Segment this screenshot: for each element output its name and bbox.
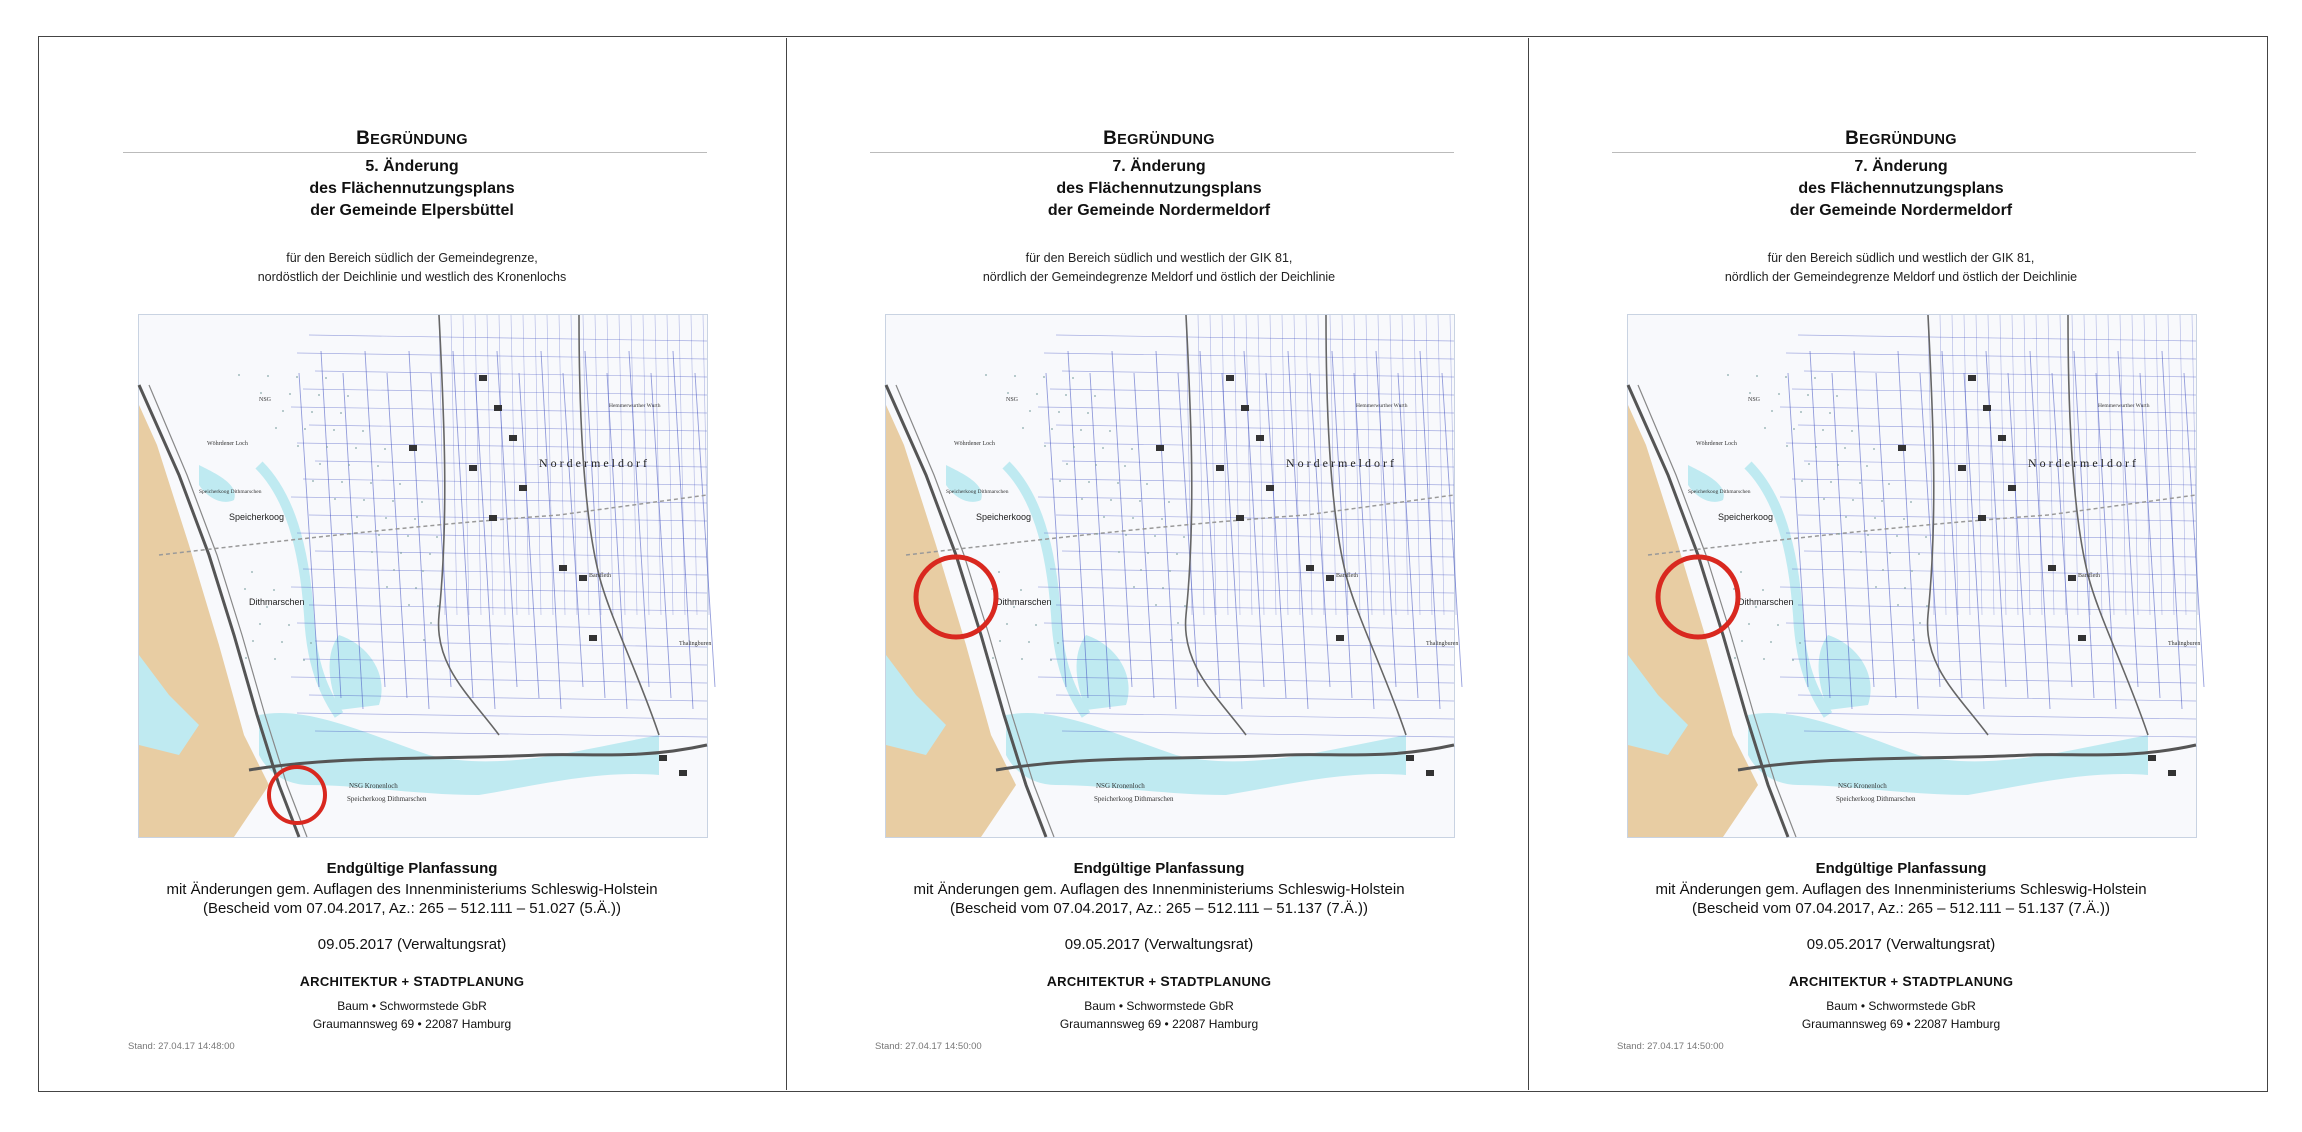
office-initial-a: A xyxy=(1788,973,1800,989)
modification-line-2: (Bescheid vom 07.04.2017, Az.: 265 – 512.111 – 51.137 (7.Ä.)) xyxy=(1691,900,2111,917)
office-word-a: RCHITEKTUR xyxy=(310,974,398,989)
municipality-name: der Gemeinde Nordermeldorf xyxy=(1047,202,1271,219)
location-map xyxy=(885,314,1459,838)
final-version-label: Endgültige Planfassung xyxy=(1073,860,1245,877)
decision-date: 09.05.2017 (Verwaltungsrat) xyxy=(1806,936,1996,953)
company-address: Graumannsweg 69 • 22087 Hamburg xyxy=(312,1017,512,1031)
office-initial-s: S xyxy=(413,973,423,989)
office-initial-s: S xyxy=(1902,973,1912,989)
heading-initial: B xyxy=(1103,128,1118,149)
map-label-speicherkoog-small: Speicherkoog Dithmarschen xyxy=(1688,489,1751,495)
decision-date: 09.05.2017 (Verwaltungsrat) xyxy=(317,936,507,953)
office-word-s: TADTPLANUNG xyxy=(1912,974,2014,989)
area-description xyxy=(1529,249,2273,287)
map-label-nsg: NSG Kronenloch xyxy=(1838,782,1887,790)
heading-rest: EGRÜNDUNG xyxy=(1859,132,1957,148)
modification-line-2: (Bescheid vom 07.04.2017, Az.: 265 – 512.111 – 51.137 (7.Ä.)) xyxy=(949,900,1369,917)
modification-note xyxy=(787,880,1531,918)
modification-line-1: mit Änderungen gem. Auflagen des Innenministeriums Schleswig-Holstein xyxy=(1655,881,2147,898)
topographic-map xyxy=(1628,315,2201,837)
map-label-dithmarschen: Dithmarschen xyxy=(1738,597,1794,607)
map-label-thalingburen: Thalingburen xyxy=(679,641,712,647)
map-label-hemmerwurth: Hemmerwurther Wurth xyxy=(1356,403,1408,409)
office-plus: + xyxy=(397,974,414,989)
topographic-map xyxy=(139,315,712,837)
map-label-barsfleth: Barsfleth xyxy=(1336,573,1358,579)
office-plus: + xyxy=(1886,974,1903,989)
location-map xyxy=(138,314,712,838)
map-label-speicherkoog: Speicherkoog xyxy=(976,512,1032,522)
office-name xyxy=(787,973,1531,989)
office-initial-a: A xyxy=(299,973,311,989)
map-label-nsg-short: NSG xyxy=(259,397,272,403)
plan-title: des Flächennutzungsplans xyxy=(1798,180,2004,197)
heading-initial: B xyxy=(1845,128,1860,149)
company-address: Graumannsweg 69 • 22087 Hamburg xyxy=(1801,1017,2001,1031)
document-page-1 xyxy=(40,38,784,1090)
map-label-nsg-2: Speicherkoog Dithmarschen xyxy=(347,795,427,803)
plan-title: des Flächennutzungsplans xyxy=(309,180,515,197)
change-number: 7. Änderung xyxy=(1112,158,1206,175)
area-line-2: nördlich der Gemeindegrenze Meldorf und östlich der Deichlinie xyxy=(982,270,1336,284)
modification-note xyxy=(40,880,784,918)
final-version-label: Endgültige Planfassung xyxy=(326,860,498,877)
map-label-nsg-2: Speicherkoog Dithmarschen xyxy=(1836,795,1916,803)
map-label-wohrdener: Wöhrdener Loch xyxy=(207,441,248,447)
document-page-2 xyxy=(786,38,1531,1090)
area-line-1: für den Bereich südlich und westlich der GIK 81, xyxy=(1025,251,1293,265)
map-label-nordermeldorf: Nordermeldorf xyxy=(539,456,650,470)
map-label-nsg-short: NSG xyxy=(1006,397,1019,403)
modification-line-1: mit Änderungen gem. Auflagen des Innenministeriums Schleswig-Holstein xyxy=(166,881,658,898)
plan-title: des Flächennutzungsplans xyxy=(1056,180,1262,197)
map-label-thalingburen: Thalingburen xyxy=(1426,641,1459,647)
document-page-3 xyxy=(1528,38,2273,1090)
map-label-hemmerwurth: Hemmerwurther Wurth xyxy=(609,403,661,409)
office-initial-s: S xyxy=(1160,973,1170,989)
company-name: Baum • Schwormstede GbR xyxy=(1826,999,1976,1013)
modification-line-1: mit Änderungen gem. Auflagen des Innenministeriums Schleswig-Holstein xyxy=(913,881,1405,898)
company-info xyxy=(1529,997,2273,1033)
office-word-a: RCHITEKTUR xyxy=(1799,974,1887,989)
map-label-speicherkoog: Speicherkoog xyxy=(229,512,285,522)
area-line-1: für den Bereich südlich der Gemeindegrenze, xyxy=(286,251,538,265)
document-heading xyxy=(1529,128,2273,150)
modification-note xyxy=(1529,880,2273,918)
map-label-dithmarschen: Dithmarschen xyxy=(249,597,305,607)
map-label-barsfleth: Barsfleth xyxy=(589,573,611,579)
map-label-dithmarschen: Dithmarschen xyxy=(996,597,1052,607)
map-label-speicherkoog-small: Speicherkoog Dithmarschen xyxy=(199,489,262,495)
map-label-barsfleth: Barsfleth xyxy=(2078,573,2100,579)
office-name xyxy=(40,973,784,989)
timestamp: Stand: 27.04.17 14:48:00 xyxy=(128,1041,235,1052)
map-label-speicherkoog: Speicherkoog xyxy=(1718,512,1774,522)
company-address: Graumannsweg 69 • 22087 Hamburg xyxy=(1059,1017,1259,1031)
map-label-speicherkoog-small: Speicherkoog Dithmarschen xyxy=(946,489,1009,495)
map-label-nsg-2: Speicherkoog Dithmarschen xyxy=(1094,795,1174,803)
office-plus: + xyxy=(1144,974,1161,989)
topographic-map xyxy=(886,315,1459,837)
company-name: Baum • Schwormstede GbR xyxy=(337,999,487,1013)
change-number: 7. Änderung xyxy=(1854,158,1948,175)
map-label-wohrdener: Wöhrdener Loch xyxy=(1696,441,1737,447)
heading-divider xyxy=(870,152,1454,153)
municipality-name: der Gemeinde Elpersbüttel xyxy=(310,202,514,219)
company-info xyxy=(787,997,1531,1033)
company-name: Baum • Schwormstede GbR xyxy=(1084,999,1234,1013)
office-name xyxy=(1529,973,2273,989)
timestamp: Stand: 27.04.17 14:50:00 xyxy=(875,1041,982,1052)
map-label-nordermeldorf: Nordermeldorf xyxy=(1286,456,1397,470)
map-label-nsg: NSG Kronenloch xyxy=(1096,782,1145,790)
municipality-name: der Gemeinde Nordermeldorf xyxy=(1789,202,2013,219)
decision-date: 09.05.2017 (Verwaltungsrat) xyxy=(1064,936,1254,953)
area-line-1: für den Bereich südlich und westlich der GIK 81, xyxy=(1767,251,2035,265)
heading-rest: EGRÜNDUNG xyxy=(1117,132,1215,148)
map-label-nsg: NSG Kronenloch xyxy=(349,782,398,790)
map-label-nsg-short: NSG xyxy=(1748,397,1761,403)
heading-divider xyxy=(1612,152,2196,153)
modification-line-2: (Bescheid vom 07.04.2017, Az.: 265 – 512.111 – 51.027 (5.Ä.)) xyxy=(202,900,622,917)
company-info xyxy=(40,997,784,1033)
area-description xyxy=(40,249,784,287)
area-line-2: nördlich der Gemeindegrenze Meldorf und östlich der Deichlinie xyxy=(1724,270,2078,284)
heading-initial: B xyxy=(356,128,371,149)
office-word-s: TADTPLANUNG xyxy=(1170,974,1272,989)
heading-rest: EGRÜNDUNG xyxy=(370,132,468,148)
area-line-2: nordöstlich der Deichlinie und westlich des Kronenlochs xyxy=(257,270,567,284)
timestamp: Stand: 27.04.17 14:50:00 xyxy=(1617,1041,1724,1052)
location-map xyxy=(1627,314,2201,838)
office-word-a: RCHITEKTUR xyxy=(1057,974,1145,989)
map-label-wohrdener: Wöhrdener Loch xyxy=(954,441,995,447)
map-label-hemmerwurth: Hemmerwurther Wurth xyxy=(2098,403,2150,409)
map-label-nordermeldorf: Nordermeldorf xyxy=(2028,456,2139,470)
office-initial-a: A xyxy=(1046,973,1058,989)
document-heading xyxy=(787,128,1531,150)
heading-divider xyxy=(123,152,707,153)
office-word-s: TADTPLANUNG xyxy=(423,974,525,989)
area-description xyxy=(787,249,1531,287)
final-version-label: Endgültige Planfassung xyxy=(1815,860,1987,877)
map-label-thalingburen: Thalingburen xyxy=(2168,641,2201,647)
change-number: 5. Änderung xyxy=(365,158,459,175)
document-heading xyxy=(40,128,784,150)
